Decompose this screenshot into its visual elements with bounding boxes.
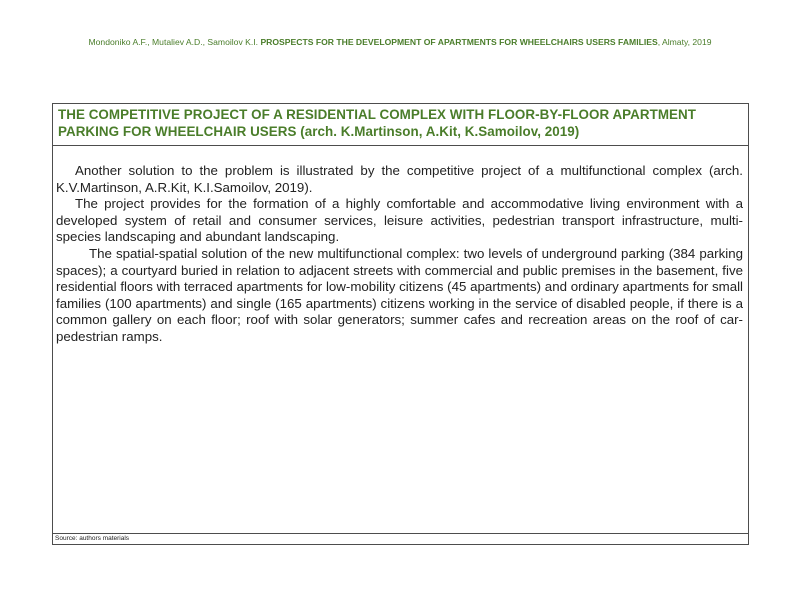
source-note: Source: authors materials: [53, 533, 748, 544]
box-body: [53, 163, 748, 346]
paragraph-1: Another solution to the problem is illustrated by the competitive project of a multifunctional complex (arch. K.V.Martinson, A.R.Kit, K.I.Samoilov, 2019).: [56, 163, 743, 195]
header-place-year: , Almaty, 2019: [657, 37, 712, 47]
box-title: THE COMPETITIVE PROJECT OF A RESIDENTIAL COMPLEX WITH FLOOR-BY-FLOOR APARTMENT PARKING FOR WHEELCHAIR USERS (arch. K.Martinson, A.Kit, K.Samoilov, 2019): [53, 104, 748, 146]
header-authors: Mondoniko A.F., Mutaliev A.D., Samoilov K.I.: [88, 37, 259, 47]
content-frame: [52, 103, 749, 545]
paragraph-2: The project provides for the formation of a highly comfortable and accommodative living environment with a developed system of retail and consumer services, leisure activities, pedestrian transport infrastructure, multi-species landscaping and abundant landscaping.: [56, 196, 743, 245]
header-paper-title: PROSPECTS FOR THE DEVELOPMENT OF APARTMENTS FOR WHEELCHAIRS USERS FAMILIES: [260, 37, 658, 47]
running-header: [0, 37, 800, 47]
paragraph-3: The spatial-spatial solution of the new multifunctional complex: two levels of underground parking (384 parking spaces); a courtyard buried in relation to adjacent streets with commercial and public premises in the basement, five residential floors with terraced apartments for low-mobility citizens (45 apartments) and ordinary apartments for small families (100 apartments) and single (165 apartments) citizens working in the service of disabled people, if there is a common gallery on each floor; roof with solar generators; summer cafes and recreation areas on the roof of car-pedestrian ramps.: [56, 245, 743, 344]
